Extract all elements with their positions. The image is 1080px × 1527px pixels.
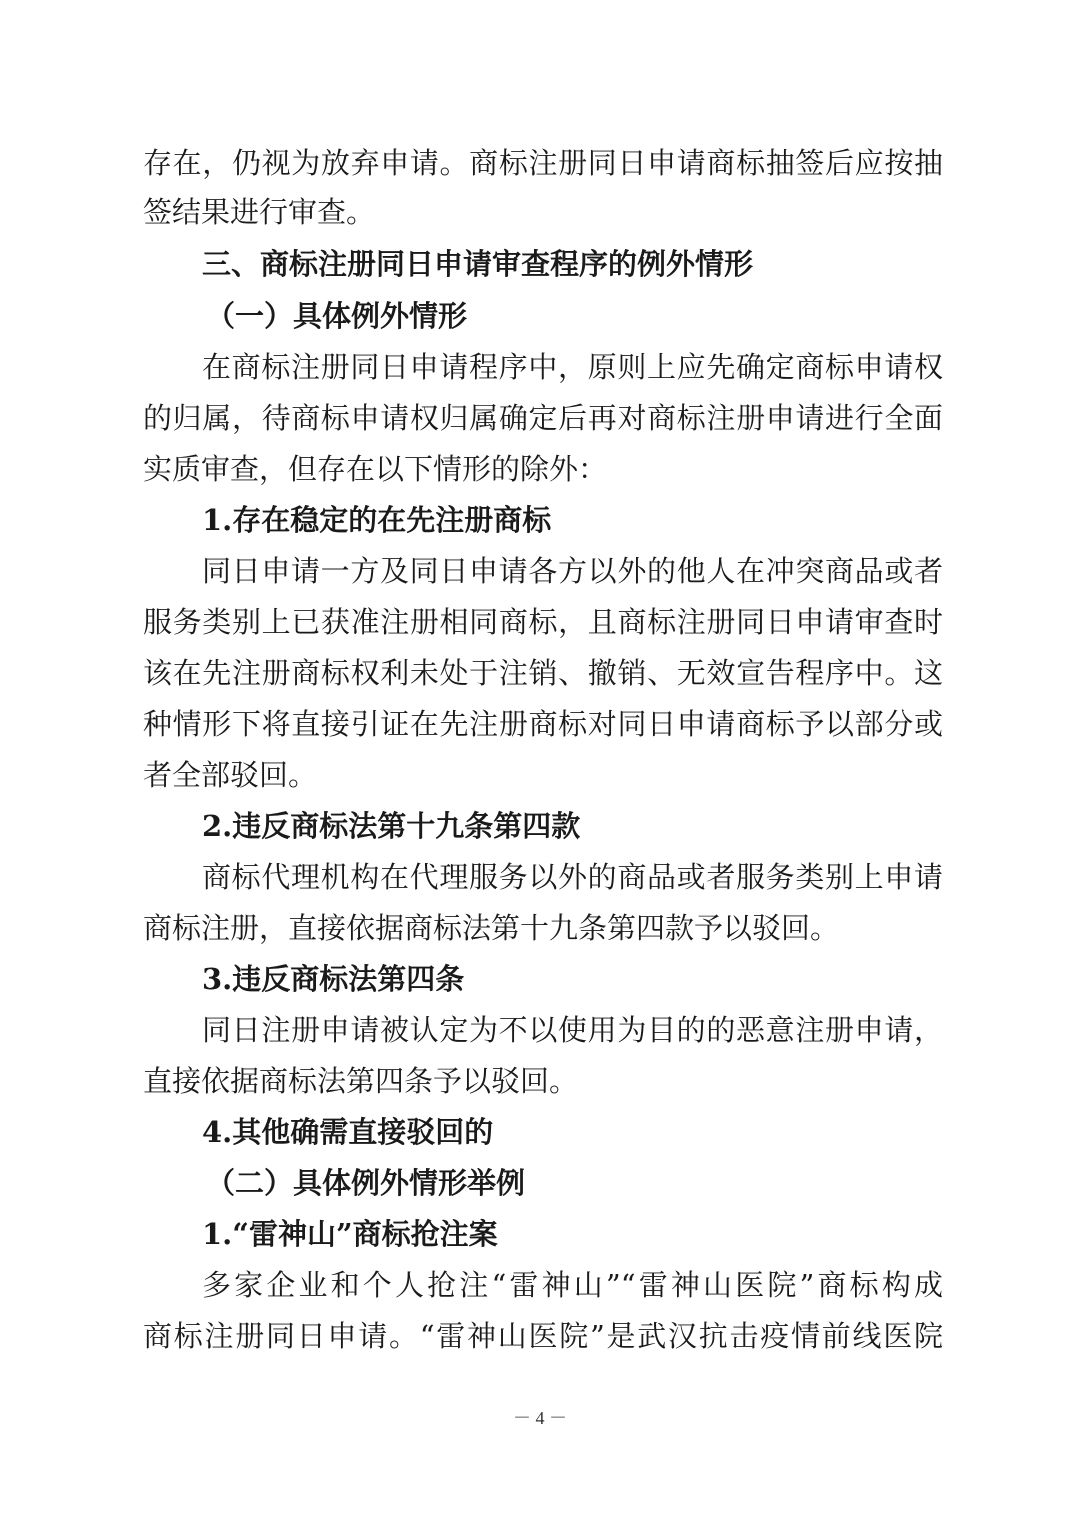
item-heading: 1.存在稳定的在先注册商标	[202, 503, 552, 537]
body-line: 同日申请一方及同日申请各方以外的他人在冲突商品或者	[202, 554, 943, 588]
body-line: 商标代理机构在代理服务以外的商品或者服务类别上申请	[202, 860, 943, 894]
section-heading: 三、商标注册同日申请审查程序的例外情形	[202, 247, 754, 281]
body-line: 种情形下将直接引证在先注册商标对同日申请商标予以部分或	[143, 707, 943, 741]
subsection-heading: （二）具体例外情形举例	[206, 1166, 526, 1200]
body-line: 该在先注册商标权利未处于注销、撤销、无效宣告程序中。这	[143, 656, 943, 690]
item-heading: 4.其他确需直接驳回的	[202, 1115, 494, 1149]
body-line: 的归属，待商标申请权归属确定后再对商标注册申请进行全面	[143, 401, 943, 435]
body-line: 商标注册，直接依据商标法第十九条第四款予以驳回。	[143, 911, 840, 945]
body-line: 同日注册申请被认定为不以使用为目的的恶意注册申请，	[202, 1013, 943, 1047]
body-line: 直接依据商标法第四条予以驳回。	[143, 1064, 579, 1098]
body-line: 服务类别上已获准注册相同商标，且商标注册同日申请审查时	[143, 605, 943, 639]
body-line: 商标注册同日申请。“雷神山医院”是武汉抗击疫情前线医院	[143, 1319, 943, 1353]
body-line: 实质审查，但存在以下情形的除外：	[143, 452, 608, 486]
item-heading: 1.“雷神山”商标抢注案	[202, 1217, 498, 1251]
body-line: 在商标注册同日申请程序中，原则上应先确定商标申请权	[202, 350, 943, 384]
body-line: 签结果进行审查。	[143, 195, 376, 229]
item-heading: 2.违反商标法第十九条第四款	[202, 809, 581, 843]
item-heading: 3.违反商标法第四条	[202, 962, 465, 996]
body-line: 多家企业和个人抢注“雷神山”“雷神山医院”商标构成	[202, 1268, 943, 1302]
page-number: － 4 －	[513, 1408, 567, 1428]
body-line: 者全部驳回。	[143, 758, 318, 792]
body-line: 存在，仍视为放弃申请。商标注册同日申请商标抽签后应按抽	[143, 146, 943, 180]
subsection-heading: （一）具体例外情形	[206, 299, 468, 333]
